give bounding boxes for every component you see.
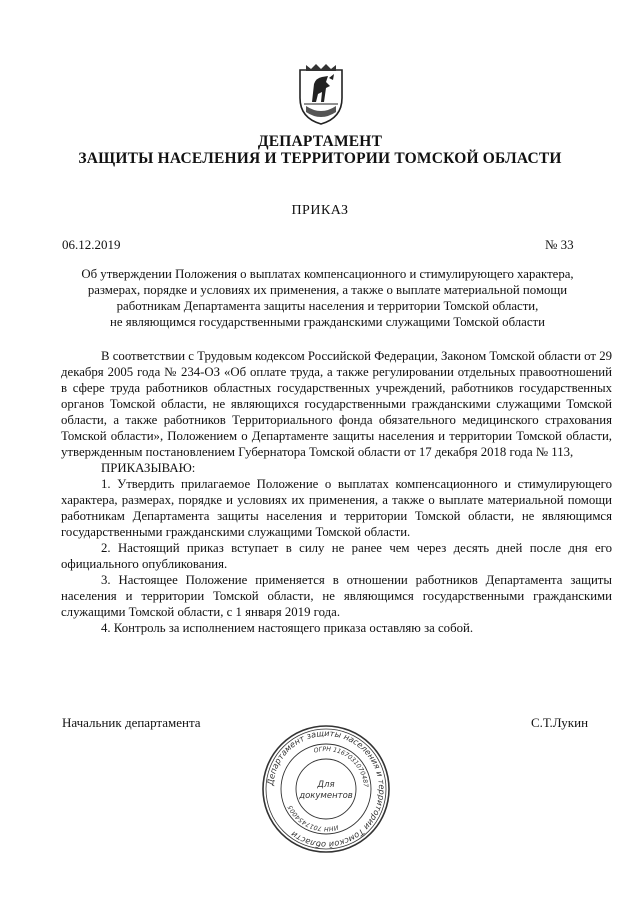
svg-text:Для: Для — [317, 780, 335, 790]
department-title-line1: ДЕПАРТАМЕНТ — [257, 133, 383, 150]
order-item: 2. Настоящий приказ вступает в силу не ранее чем через десять дней после дня его официального опубликования. — [61, 541, 612, 571]
svg-text:ОГРН 1167031070487: ОГРН 1167031070487 — [313, 745, 369, 788]
svg-text:ИНН 7017454005: ИНН 7017454005 — [286, 803, 339, 833]
document-subject — [60, 266, 595, 330]
signatory-name: С.Т.Лукин — [531, 715, 589, 730]
official-stamp — [260, 723, 392, 855]
svg-text:документов: документов — [299, 791, 353, 801]
subject-line: не являющимся государственными гражданскими служащими Томской области — [110, 315, 545, 329]
subject-line: размерах, порядке и условиях их применения, а также о выплате материальной помощи — [87, 283, 568, 297]
subject-line: Об утверждении Положения о выплатах компенсационного и стимулирующего характера, — [81, 267, 574, 281]
order-item: 4. Контроль за исполнением настоящего приказа оставляю за собой. — [101, 621, 474, 635]
order-item: 1. Утвердить прилагаемое Положение о выплатах компенсационного и стимулирующего характера, размерах, порядке и условиях их применения, а также о выплате материальной помощи работникам Департамента защиты населения и территории Томской области, не являющимся государственными гражданскими служащими Томской области. — [61, 477, 612, 539]
tomsk-region-coat-of-arms-icon — [296, 62, 346, 126]
document-number: № 33 — [545, 237, 574, 252]
order-item: 3. Настоящее Положение применяется в отношении работников Департамента защиты населения и территории Томской области, не являющимся государственными гражданскими служащими Томской области, с 1 января 2019 года. — [61, 573, 612, 619]
subject-line: работникам Департамента защиты населения и территории Томской области, — [116, 299, 539, 313]
order-word: ПРИКАЗЫВАЮ: — [101, 461, 196, 475]
department-title-line2: ЗАЩИТЫ НАСЕЛЕНИЯ И ТЕРРИТОРИИ ТОМСКОЙ ОБЛАСТИ — [78, 150, 562, 167]
document-date: 06.12.2019 — [62, 237, 121, 252]
svg-text:Департамент защиты населения и: Департамент защиты населения и территории Томской области — [265, 727, 388, 851]
preamble-paragraph: В соответствии с Трудовым кодексом Российской Федерации, Законом Томской области от 29 декабря 2005 года № 234-ОЗ «Об оплате труда, а также регулировании отдельных правоотношений в сфере труда работников областных государственных учреждений, работников государственных органов Томской области, не являющихся государственными гражданскими служащими Томской области, а также работников Территориального фонда обязательного медицинского страхования Томской области», Положением о Департаменте защиты населения и территории Томской области, утвержденным постановлением Губернатора Томской области от 17 декабря 2018 года № 113, — [61, 349, 612, 459]
document-body — [61, 348, 612, 636]
document-type: ПРИКАЗ — [291, 203, 349, 218]
signatory-position: Начальник департамента — [62, 715, 201, 730]
